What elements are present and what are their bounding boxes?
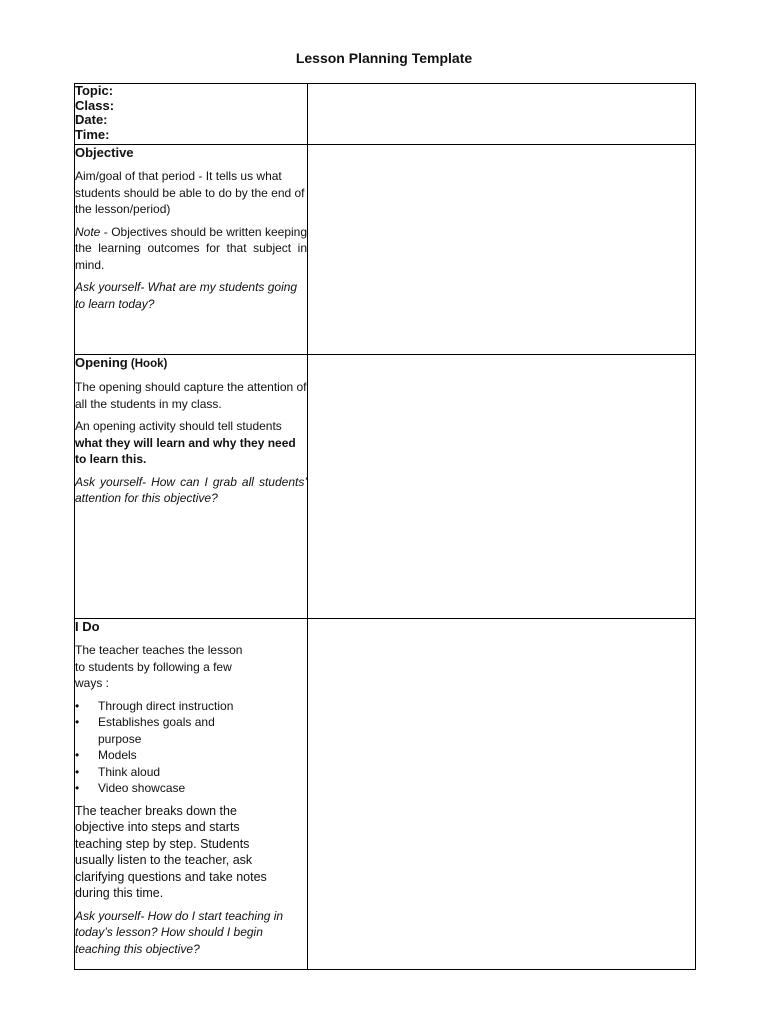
list-item bbox=[75, 780, 238, 797]
objective-entry-cell[interactable] bbox=[308, 145, 696, 355]
opening-cell bbox=[75, 355, 308, 619]
objective-ask-yourself: Ask yourself- What are my students going to learn today? bbox=[75, 280, 298, 311]
opening-activity-bold: what they will learn and why they need to learn this. bbox=[75, 435, 296, 466]
objective-note bbox=[75, 224, 307, 274]
opening-entry-cell[interactable] bbox=[308, 355, 696, 619]
list-item bbox=[75, 714, 238, 747]
bullet-icon: • bbox=[75, 698, 80, 713]
opening-description: The opening should capture the attention of all the students in my class. bbox=[75, 380, 307, 411]
ido-row bbox=[75, 619, 696, 970]
ido-ask-yourself: Ask yourself- How do I start teaching in today’s lesson? How should I begin teaching this objective? bbox=[75, 908, 284, 956]
class-label: Class: bbox=[75, 97, 115, 113]
opening-heading bbox=[75, 355, 307, 372]
topic-label: Topic: bbox=[75, 83, 114, 98]
objective-cell bbox=[75, 145, 308, 355]
bullet-icon: • bbox=[75, 748, 80, 762]
list-item bbox=[75, 747, 238, 764]
ido-intro: The teacher teaches the lesson to students by following a few ways : bbox=[75, 643, 243, 690]
bullet-text: Through direct instruction bbox=[98, 698, 234, 713]
ido-description: The teacher breaks down the objective into steps and starts teaching step by step. Students usually listen to the teacher, ask clarifying questions and take notes during this time. bbox=[75, 803, 267, 900]
opening-row bbox=[75, 355, 696, 619]
opening-ask-yourself: Ask yourself- How can I grab all students’ attention for this objective? bbox=[75, 474, 307, 505]
opening-heading-text: Opening bbox=[75, 355, 128, 370]
objective-row bbox=[75, 145, 696, 355]
objective-description: Aim/goal of that period - It tells us what students should be able to do by the end of the lesson/period) bbox=[75, 169, 305, 216]
ido-cell bbox=[75, 619, 308, 970]
objective-heading: Objective bbox=[75, 145, 134, 160]
ido-entry-cell[interactable] bbox=[308, 619, 696, 970]
opening-activity-text: An opening activity should tell students bbox=[75, 419, 282, 433]
bullet-text: Video showcase bbox=[98, 781, 186, 795]
header-entry-cell[interactable] bbox=[308, 84, 696, 145]
bullet-icon: • bbox=[75, 781, 80, 795]
note-text: - Objectives should be written keeping the learning outcomes for that subject in mind. bbox=[75, 224, 307, 272]
header-labels-cell bbox=[75, 84, 308, 145]
opening-heading-sub: (Hook) bbox=[127, 358, 168, 370]
lesson-plan-table bbox=[74, 83, 696, 970]
page-title: Lesson Planning Template bbox=[295, 50, 473, 66]
opening-activity bbox=[75, 418, 307, 468]
bullet-text: Think aloud bbox=[98, 764, 161, 779]
list-item bbox=[75, 698, 238, 715]
ido-bullet-list bbox=[75, 698, 307, 797]
ido-heading: I Do bbox=[75, 619, 100, 634]
list-item bbox=[75, 764, 238, 781]
date-label: Date: bbox=[75, 112, 108, 127]
time-label: Time: bbox=[75, 126, 110, 142]
bullet-text: Models bbox=[98, 748, 137, 762]
bullet-text: Establishes goals and purpose bbox=[98, 715, 215, 746]
bullet-icon: • bbox=[75, 715, 80, 729]
note-label: Note bbox=[75, 224, 101, 239]
bullet-icon: • bbox=[75, 764, 80, 779]
header-row bbox=[75, 84, 696, 145]
